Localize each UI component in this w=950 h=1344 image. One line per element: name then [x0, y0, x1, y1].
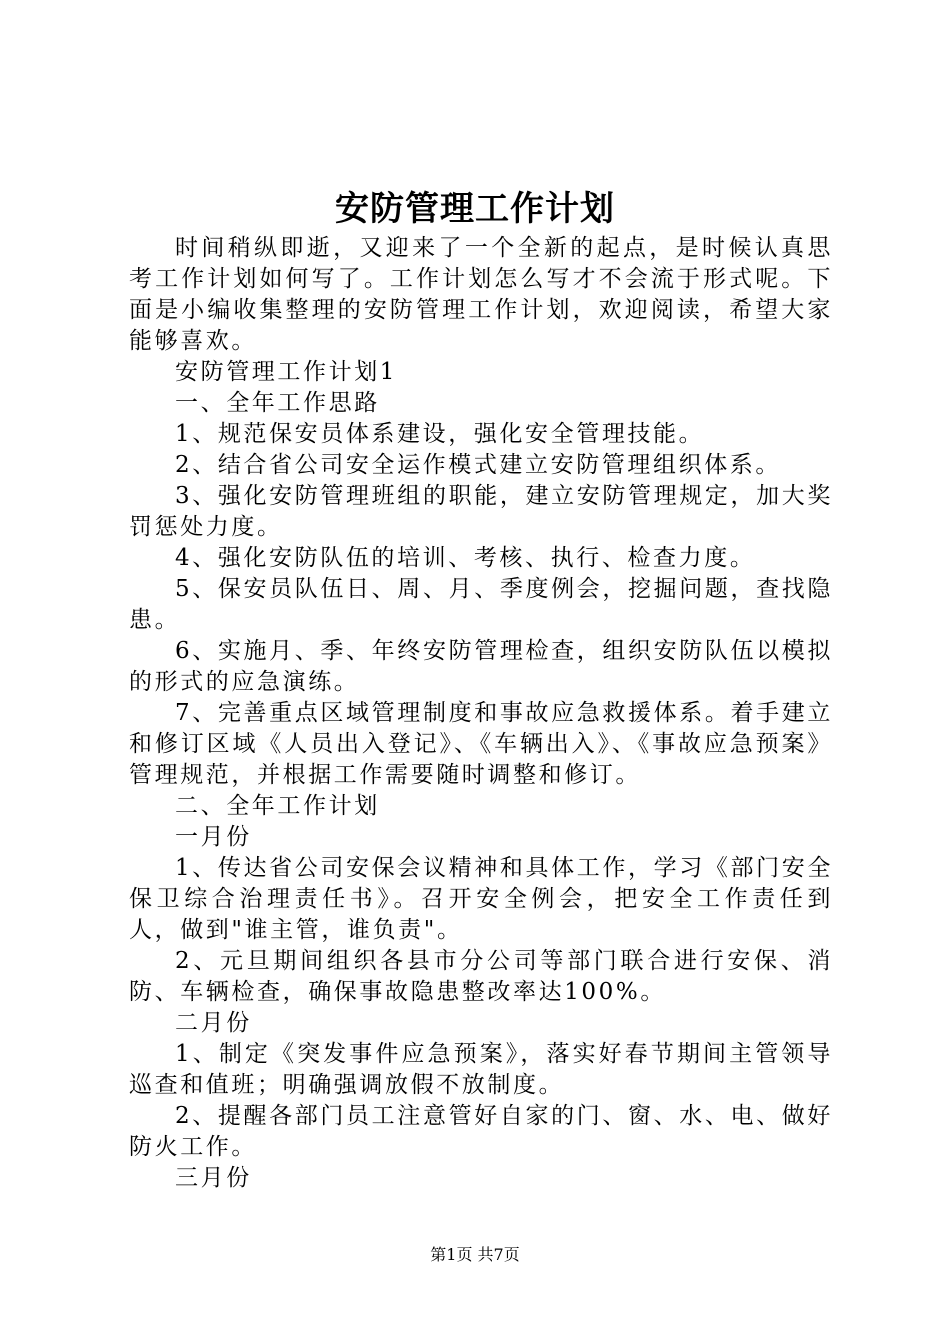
paragraph-section-2: 二、全年工作计划: [175, 793, 380, 819]
paragraph-item: 1、制定《突发事件应急预案》，落实好春节期间主管领导巡查和值班；明确强调放假不放制度。: [129, 1041, 833, 1098]
paragraph-month-heading: 二月份: [175, 1010, 252, 1036]
paragraph-item: 7、完善重点区域管理制度和事故应急救援体系。着手建立和修订区域《人员出入登记》、《车辆出入》、《事故应急预案》管理规范，并根据工作需要随时调整和修订。: [129, 700, 833, 788]
paragraph-item: 2、结合省公司安全运作模式建立安防管理组织体系。: [175, 452, 782, 478]
paragraph-item: 6、实施月、季、年终安防管理检查，组织安防队伍以模拟的形式的应急演练。: [129, 638, 833, 695]
paragraph-intro: 时间稍纵即逝，又迎来了一个全新的起点，是时候认真思考工作计划如何写了。工作计划怎么写才不会流于形式呢。下面是小编收集整理的安防管理工作计划，欢迎阅读，希望大家能够喜欢。: [129, 235, 833, 354]
paragraph-item: 1、传达省公司安保会议精神和具体工作，学习《部门安全保卫综合治理责任书》。召开安全例会，把安全工作责任到人，做到"谁主管，谁负责"。: [129, 855, 833, 943]
paragraph-item: 1、规范保安员体系建设，强化安全管理技能。: [175, 421, 705, 447]
paragraph-section-1: 一、全年工作思路: [175, 390, 380, 416]
paragraph-item: 3、强化安防管理班组的职能，建立安防管理规定，加大奖罚惩处力度。: [129, 483, 833, 540]
paragraph-item: 2、提醒各部门员工注意管好自家的门、窗、水、电、做好防火工作。: [129, 1103, 833, 1160]
paragraph-heading-plan-1: 安防管理工作计划1: [175, 359, 398, 385]
paragraph-item: 4、强化安防队伍的培训、考核、执行、检查力度。: [175, 545, 756, 571]
document-body: [129, 233, 833, 1194]
paragraph-item: 2、元旦期间组织各县市分公司等部门联合进行安保、消防、车辆检查，确保事故隐患整改率达100%。: [129, 948, 833, 1005]
paragraph-month-heading: 三月份: [175, 1165, 252, 1191]
page-footer: 第1页 共7页: [430, 1245, 520, 1264]
paragraph-month-heading: 一月份: [175, 824, 252, 850]
paragraph-item: 5、保安员队伍日、周、月、季度例会，挖掘问题，查找隐患。: [129, 576, 833, 633]
document-title: 安防管理工作计划: [335, 189, 615, 229]
